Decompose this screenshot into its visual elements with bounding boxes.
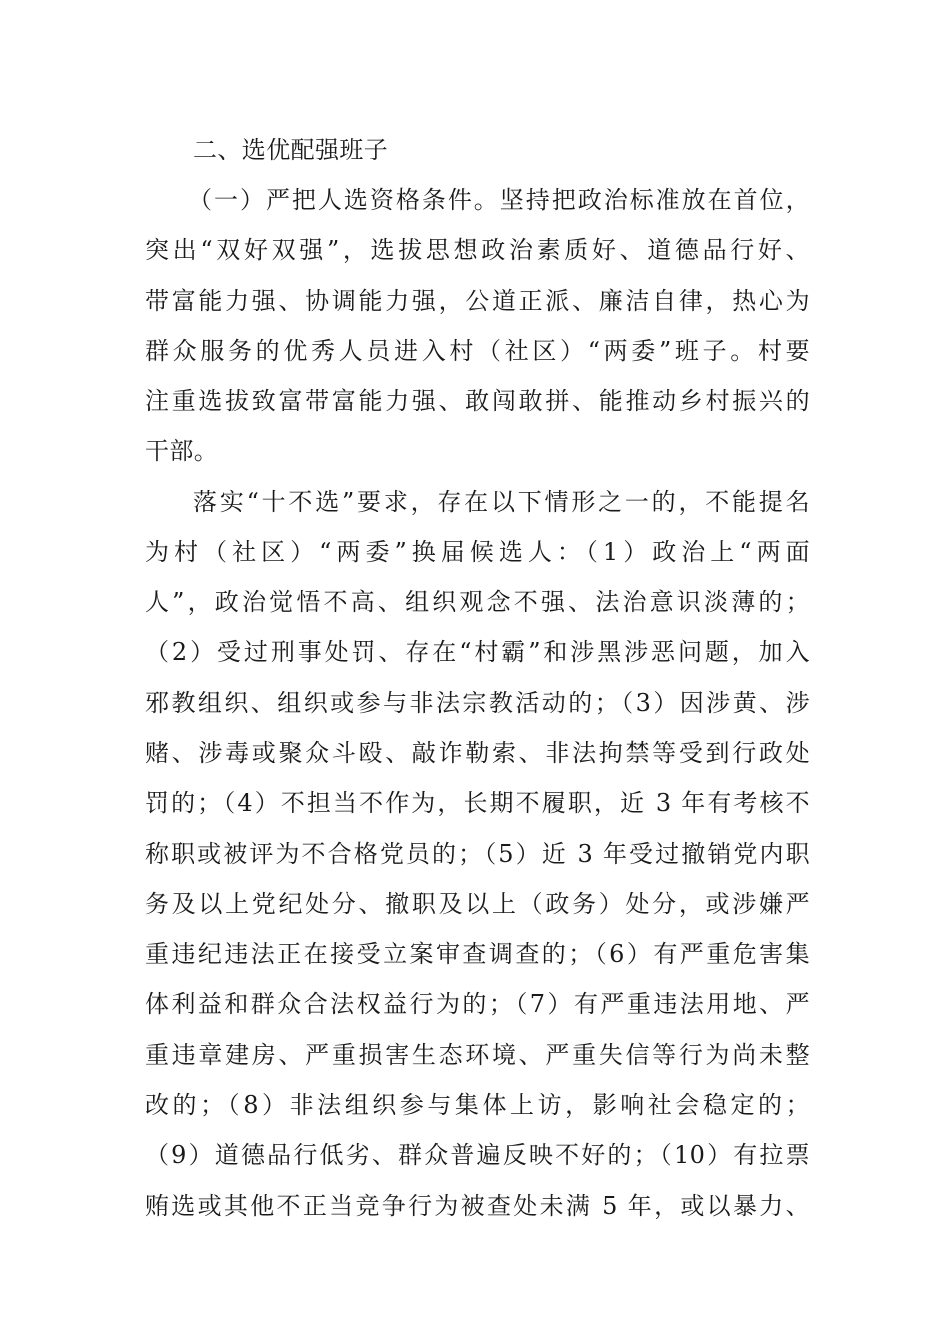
paragraph-line: 带富能力强、协调能力强，公道正派、廉洁自律，热心为 (145, 287, 810, 315)
paragraph-line: 重违纪违法正在接受立案审查调查的；（6）有严重危害集 (145, 940, 810, 968)
paragraph-line: 人”，政治觉悟不高、组织观念不强、法治意识淡薄的； (145, 588, 810, 616)
paragraph-line: 群众服务的优秀人员进入村（社区）“两委”班子。村要 (145, 337, 810, 365)
paragraph-line: 贿选或其他不正当竞争行为被查处未满 5 年，或以暴力、 (145, 1192, 810, 1220)
paragraph-line: 为村（社区）“两委”换届候选人：（1）政治上“两面 (145, 538, 810, 566)
paragraph-line: 干部。 (145, 437, 219, 465)
paragraph-line: 罚的；（4）不担当不作为，长期不履职，近 3 年有考核不 (145, 789, 810, 817)
paragraph-line: 改的；（8）非法组织参与集体上访，影响社会稳定的； (145, 1091, 810, 1119)
paragraph-line: 重违章建房、严重损害生态环境、严重失信等行为尚未整 (145, 1041, 810, 1069)
paragraph-line: 务及以上党纪处分、撤职及以上（政务）处分，或涉嫌严 (145, 890, 810, 918)
paragraph-line: 体利益和群众合法权益行为的；（7）有严重违法用地、严 (145, 990, 810, 1018)
paragraph-line: 注重选拔致富带富能力强、敢闯敢拼、能推动乡村振兴的 (145, 387, 810, 415)
section-heading: 二、选优配强班子 (193, 136, 389, 164)
paragraph-line: （9）道德品行低劣、群众普遍反映不好的；（10）有拉票 (145, 1141, 810, 1169)
paragraph-line: 邪教组织、组织或参与非法宗教活动的；（3）因涉黄、涉 (145, 689, 810, 717)
paragraph-line: 突出“双好双强”，选拔思想政治素质好、道德品行好、 (145, 236, 810, 264)
paragraph-line: 落实“十不选”要求，存在以下情形之一的，不能提名 (193, 488, 810, 516)
paragraph-line: （一）严把人选资格条件。坚持把政治标准放在首位， (188, 186, 810, 214)
paragraph-line: （2）受过刑事处罚、存在“村霸”和涉黑涉恶问题，加入 (145, 638, 810, 666)
paragraph-line: 称职或被评为不合格党员的；（5）近 3 年受过撤销党内职 (145, 840, 810, 868)
paragraph-line: 赌、涉毒或聚众斗殴、敲诈勒索、非法拘禁等受到行政处 (145, 739, 810, 767)
